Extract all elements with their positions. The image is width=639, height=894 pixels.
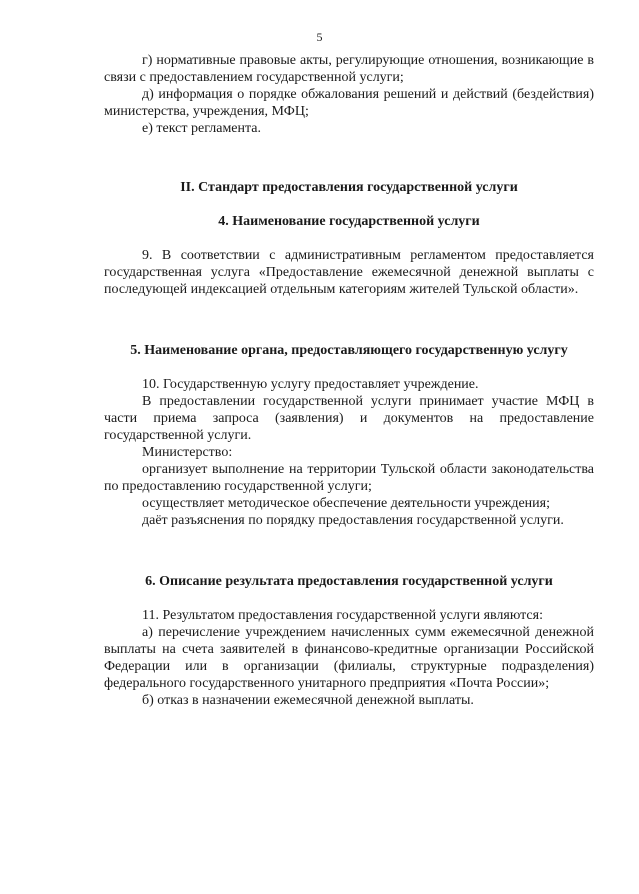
paragraph-9: 9. В соответствии с административным регламентом предоставляется государственная услуга «Предоставление ежемесячной денежной выплаты с последующей индексацией отдельным категориям жителей Тульской области». xyxy=(104,248,594,297)
paragraph-11: 11. Результатом предоставления государственной услуги являются: xyxy=(142,608,543,623)
subsection-heading-authority: 5. Наименование органа, предоставляющего государственную услугу xyxy=(130,343,568,358)
page-number: 5 xyxy=(316,30,323,44)
ministry-item-3: даёт разъяснения по порядку предоставления государственной услуги. xyxy=(142,513,564,528)
paragraph-10-mfc: В предоставлении государственной услуги принимает участие МФЦ в части приема запроса (заявления) и документов на предоставление государственной услуги. xyxy=(104,394,594,443)
ministry-item-1: организует выполнение на территории Тульской области законодательства по предоставлению государственной услуги; xyxy=(104,462,594,494)
list-item-g: г) нормативные правовые акты, регулирующие отношения, возникающие в связи с предоставлением государственной услуги; xyxy=(104,53,594,85)
ministry-item-2: осуществляет методическое обеспечение деятельности учреждения; xyxy=(142,496,550,511)
list-item-e: е) текст регламента. xyxy=(142,121,262,136)
list-item-d: д) информация о порядке обжалования решений и действий (бездействия) министерства, учреждения, МФЦ; xyxy=(104,87,594,119)
section-heading-standard: II. Стандарт предоставления государственной услуги xyxy=(180,180,518,195)
ministry-label: Министерство: xyxy=(142,445,233,460)
paragraph-10: 10. Государственную услугу предоставляет учреждение. xyxy=(142,377,479,392)
result-item-b: б) отказ в назначении ежемесячной денежной выплаты. xyxy=(142,693,474,708)
subsection-heading-service-name: 4. Наименование государственной услуги xyxy=(218,214,480,229)
subsection-heading-result: 6. Описание результата предоставления государственной услуги xyxy=(145,574,553,589)
result-item-a: а) перечисление учреждением начисленных сумм ежемесячной денежной выплаты на счета заявителей в финансово-кредитные организации Российской Федерации или в организации (филиалы, структурные подразделения) федерального государственного унитарного предприятия «Почта России»; xyxy=(104,625,594,691)
document-body xyxy=(104,52,594,709)
